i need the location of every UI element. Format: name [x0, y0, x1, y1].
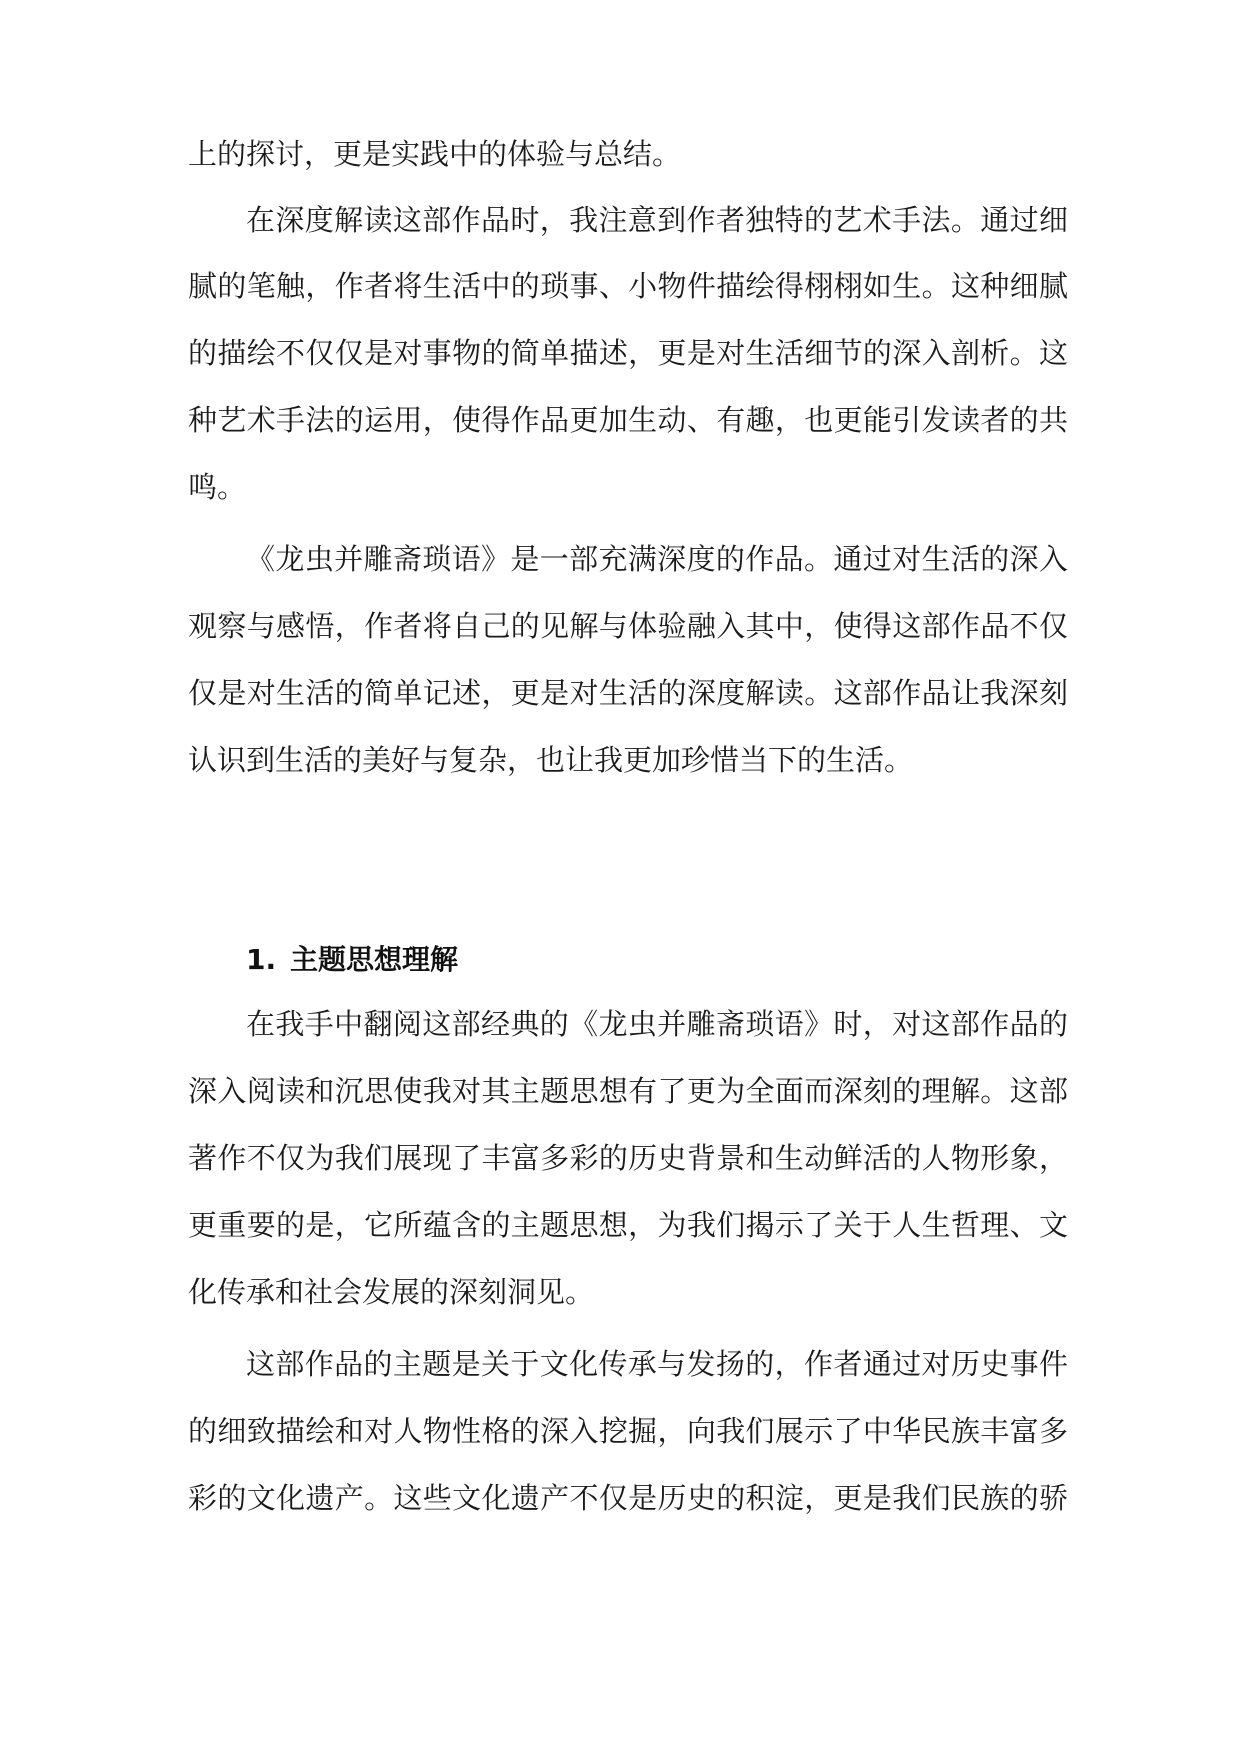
paragraph-line: 化传承和社会发展的深刻洞见。 [188, 1275, 595, 1309]
paragraph-line: 著作不仅为我们展现了丰富多彩的历史背景和生动鲜活的人物形象， [188, 1141, 1068, 1175]
paragraph-line: 观察与感悟，作者将自己的见解与体验融入其中，使得这部作品不仅 [188, 609, 1068, 643]
paragraph-line: 深入阅读和沉思使我对其主题思想有了更为全面而深刻的理解。这部 [188, 1074, 1068, 1108]
paragraph-line: 彩的文化遗产。这些文化遗产不仅是历史的积淀，更是我们民族的骄 [188, 1481, 1068, 1515]
paragraph-line: 种艺术手法的运用，使得作品更加生动、有趣，也更能引发读者的共 [188, 403, 1068, 437]
paragraph-line: 认识到生活的美好与复杂，也让我更加珍惜当下的生活。 [188, 743, 914, 777]
paragraph-line: 这部作品的主题是关于文化传承与发扬的，作者通过对历史事件 [246, 1347, 1068, 1381]
paragraph-line: 在深度解读这部作品时，我注意到作者独特的艺术手法。通过细 [246, 203, 1068, 237]
section-number: 1. [246, 943, 277, 976]
paragraph-line: 的细致描绘和对人物性格的深入挖掘，向我们展示了中华民族丰富多 [188, 1414, 1068, 1448]
paragraph-line: 在我手中翻阅这部经典的《龙虫并雕斋琐语》时，对这部作品的 [246, 1007, 1068, 1041]
paragraph-line: 鸣。 [188, 470, 247, 504]
paragraph-line: 上的探讨，更是实践中的体验与总结。 [188, 137, 682, 171]
section-heading [246, 940, 458, 980]
paragraph-line: 仅是对生活的简单记述，更是对生活的深度解读。这部作品让我深刻 [188, 676, 1068, 710]
paragraph-line: 《龙虫并雕斋琐语》是一部充满深度的作品。通过对生活的深入 [246, 542, 1068, 576]
section-title: 主题思想理解 [290, 943, 459, 976]
paragraph-line: 的描绘不仅仅是对事物的简单描述，更是对生活细节的深入剖析。这 [188, 336, 1068, 370]
paragraph-line: 更重要的是，它所蕴含的主题思想，为我们揭示了关于人生哲理、文 [188, 1208, 1068, 1242]
paragraph-line: 腻的笔触，作者将生活中的琐事、小物件描绘得栩栩如生。这种细腻 [188, 269, 1068, 303]
